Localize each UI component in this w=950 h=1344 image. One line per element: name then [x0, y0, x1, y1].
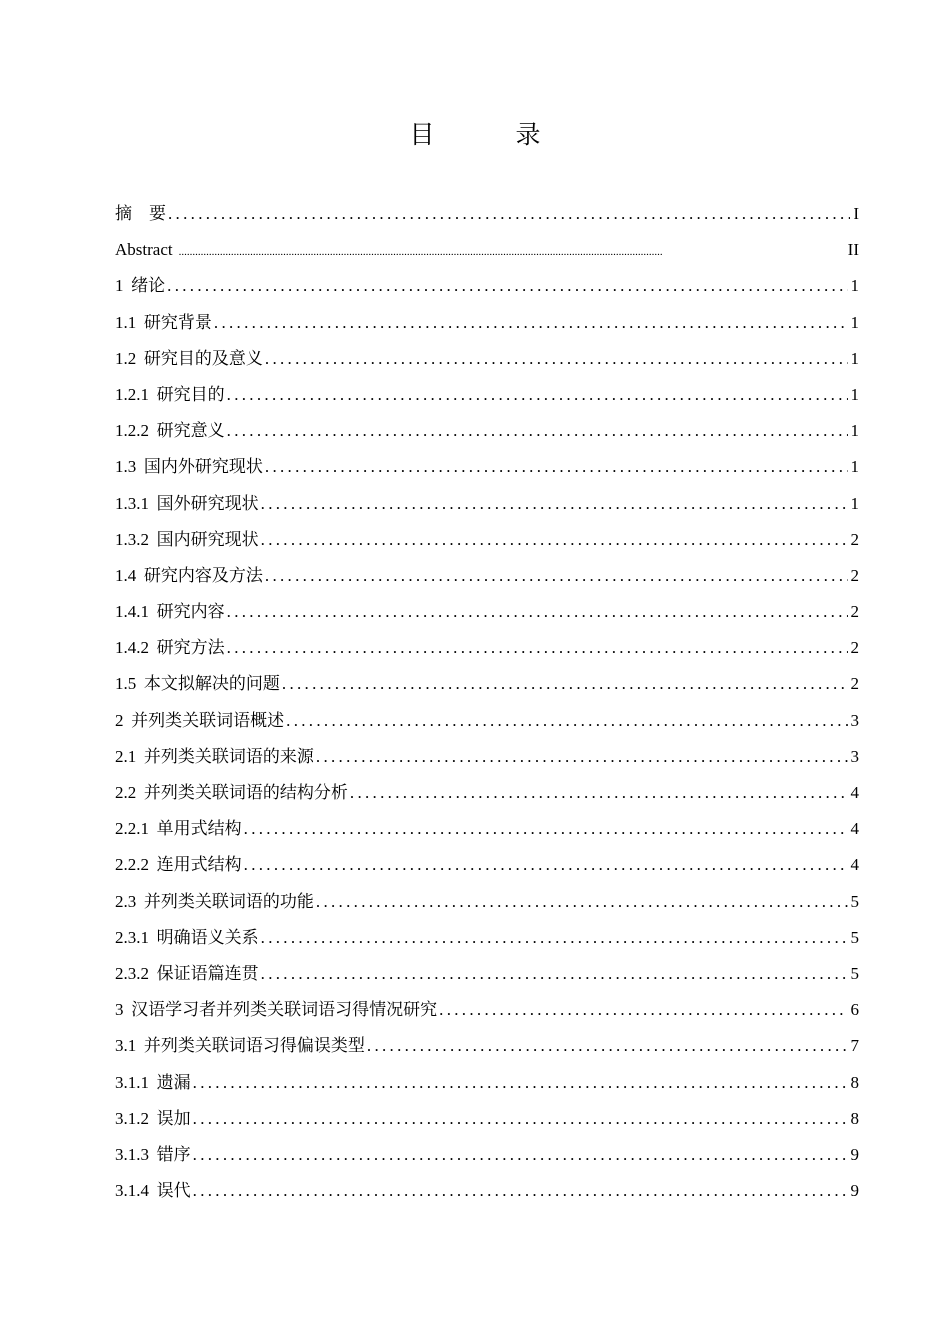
dot-leader	[179, 234, 840, 270]
toc-entry-number: 1.4.2	[115, 638, 149, 658]
toc-entry-label: 并列类关联词语概述	[131, 710, 285, 730]
toc-entry-page: 8	[850, 1072, 859, 1092]
toc-entry-page: 5	[850, 927, 859, 947]
dot-leader	[282, 666, 848, 702]
dot-leader	[265, 558, 848, 594]
toc-entry-label: 摘 要	[115, 204, 166, 223]
toc-entry[interactable]	[115, 305, 859, 341]
toc-entry[interactable]	[115, 196, 859, 232]
dot-leader	[265, 341, 848, 377]
toc-entry-number: 3.1.1	[115, 1072, 149, 1092]
toc-entry-number: 2.2.2	[115, 855, 149, 875]
toc-entry-label: 本文拟解决的问题	[143, 674, 280, 694]
dot-leader	[168, 196, 850, 232]
toc-entry-page: 1	[850, 384, 859, 404]
dot-leader	[265, 449, 848, 485]
toc-entry[interactable]	[115, 884, 859, 920]
toc-entry-label: 误代	[156, 1181, 191, 1201]
toc-entry-label: 错序	[156, 1144, 191, 1164]
toc-entry[interactable]	[115, 413, 859, 449]
toc-entry-label: 国外研究现状	[156, 493, 259, 513]
toc-entry-label: 绪论	[131, 276, 166, 296]
toc-entry[interactable]	[115, 811, 859, 847]
toc-entry-number: 1.4.1	[115, 602, 149, 622]
toc-entry-number: 3.1.4	[115, 1181, 149, 1201]
toc-entry-number: 1.2	[115, 348, 137, 368]
toc-entry-number: 1.5	[115, 674, 137, 694]
toc-entry-page: 2	[850, 565, 859, 585]
toc-entry-label: Abstract	[115, 240, 173, 260]
toc-entry-page: 1	[850, 276, 859, 296]
toc-entry[interactable]	[115, 1137, 859, 1173]
toc-entry[interactable]	[115, 268, 859, 304]
toc-entry-number: 1.2.2	[115, 421, 149, 441]
toc-entry-label: 误加	[156, 1108, 191, 1128]
toc-entry-number: 1.3.1	[115, 493, 149, 513]
toc-entry-label: 研究目的及意义	[143, 348, 263, 368]
toc-entry-page: 1	[850, 312, 859, 332]
dot-leader	[350, 775, 848, 811]
dot-leader	[367, 1028, 848, 1064]
toc-entry[interactable]	[115, 449, 859, 485]
dot-leader	[193, 1137, 848, 1173]
toc-entry-page: 1	[850, 421, 859, 441]
toc-entry[interactable]	[115, 594, 859, 630]
dot-leader	[261, 920, 848, 956]
toc-entry-label: 单用式结构	[156, 819, 242, 839]
toc-entry[interactable]	[115, 847, 859, 883]
toc-entry-label: 研究目的	[156, 384, 225, 404]
toc-entry-number: 1.1	[115, 312, 137, 332]
toc-entry-label: 汉语学习者并列类关联词语习得情况研究	[131, 1000, 438, 1020]
toc-entry-page: 2	[850, 529, 859, 549]
toc-entry-page: 4	[850, 783, 859, 802]
toc-entry-label: 国内研究现状	[156, 529, 259, 549]
toc-entry-label: 研究内容及方法	[143, 565, 263, 585]
toc-entry-label: 研究意义	[156, 421, 225, 441]
toc-entry-label: 明确语义关系	[156, 927, 259, 947]
toc-entry-number: 2.1	[115, 746, 137, 766]
toc-entry-page: I	[853, 204, 859, 223]
dot-leader	[227, 413, 848, 449]
dot-leader	[261, 522, 848, 558]
toc-entry-label: 并列类关联词语的功能	[143, 891, 314, 911]
toc-entry[interactable]	[115, 341, 859, 377]
toc-entry[interactable]	[115, 630, 859, 666]
toc-entry[interactable]	[115, 1065, 859, 1101]
toc-entry-number: 2	[115, 710, 124, 730]
toc-entry[interactable]	[115, 377, 859, 413]
toc-entry[interactable]	[115, 1173, 859, 1209]
toc-entry[interactable]	[115, 522, 859, 558]
toc-entry-number: 2.3	[115, 891, 137, 911]
toc-entry-label: 遗漏	[156, 1072, 191, 1092]
dot-leader	[227, 377, 848, 413]
toc-entry-page: 9	[850, 1181, 859, 1201]
toc-entry-number: 3.1.2	[115, 1108, 149, 1128]
toc-entry[interactable]	[115, 486, 859, 522]
toc-entry-number: 1.4	[115, 565, 137, 585]
dot-leader	[193, 1173, 848, 1209]
toc-entry-page: 5	[850, 891, 859, 911]
dot-leader	[227, 594, 848, 630]
toc-entry-number: 2.3.2	[115, 963, 149, 983]
dot-leader	[193, 1101, 848, 1137]
toc-list	[115, 196, 859, 1209]
dot-leader	[214, 305, 848, 341]
toc-entry-page: 7	[850, 1036, 859, 1056]
toc-entry-page: 2	[850, 602, 859, 622]
toc-entry-page: 4	[850, 855, 859, 875]
toc-entry-page: 5	[850, 963, 859, 983]
dot-leader	[286, 703, 847, 739]
toc-entry[interactable]	[115, 232, 859, 268]
toc-entry-label: 国内外研究现状	[143, 457, 263, 477]
toc-entry-page: 2	[850, 638, 859, 658]
dot-leader	[261, 956, 848, 992]
toc-entry-number: 2.2.1	[115, 819, 149, 839]
toc-entry-page: 6	[850, 1000, 859, 1020]
dot-leader	[316, 739, 848, 775]
dot-leader	[316, 884, 848, 920]
toc-entry-number: 1.3	[115, 457, 137, 477]
toc-entry-page: 9	[850, 1144, 859, 1164]
toc-entry-label: 研究内容	[156, 602, 225, 622]
toc-entry[interactable]	[115, 558, 859, 594]
toc-entry[interactable]	[115, 739, 859, 775]
toc-entry-page: 3	[850, 746, 859, 766]
toc-entry[interactable]	[115, 956, 859, 992]
dot-leader	[244, 847, 848, 883]
toc-entry-number: 1	[115, 276, 124, 296]
toc-entry-number: 1.2.1	[115, 384, 149, 404]
toc-entry-page: 4	[850, 819, 859, 839]
toc-entry-label: 并列类关联词语习得偏误类型	[143, 1036, 365, 1056]
toc-entry-page: 3	[850, 710, 859, 730]
toc-entry[interactable]	[115, 992, 859, 1028]
dot-leader	[167, 268, 847, 304]
toc-entry-label: 研究方法	[156, 638, 225, 658]
toc-entry-number: 3.1.3	[115, 1144, 149, 1164]
toc-entry[interactable]	[115, 775, 859, 811]
toc-entry[interactable]	[115, 703, 859, 739]
toc-title: 目 录	[409, 122, 569, 149]
toc-entry[interactable]	[115, 920, 859, 956]
dot-leader	[261, 486, 848, 522]
toc-entry-number: 3	[115, 1000, 124, 1020]
toc-entry-label: 并列类关联词语的来源	[143, 746, 314, 766]
toc-entry[interactable]	[115, 1101, 859, 1137]
toc-entry-page: 1	[850, 457, 859, 477]
toc-entry[interactable]	[115, 1028, 859, 1064]
toc-entry-label: 并列类关联词语的结构分析	[143, 783, 348, 802]
toc-entry-label: 连用式结构	[156, 855, 242, 875]
toc-entry-page: II	[847, 240, 859, 260]
dot-leader	[244, 811, 848, 847]
toc-entry-number: 1.3.2	[115, 529, 149, 549]
toc-entry-page: 1	[850, 493, 859, 513]
toc-entry-number: 3.1	[115, 1036, 137, 1056]
toc-entry-number: 2.2	[115, 783, 137, 802]
toc-entry-page: 2	[850, 674, 859, 694]
toc-entry-page: 1	[850, 348, 859, 368]
dot-leader	[193, 1065, 848, 1101]
toc-entry-label: 研究背景	[143, 312, 212, 332]
toc-entry-page: 8	[850, 1108, 859, 1128]
dot-leader	[227, 630, 848, 666]
toc-entry-number: 2.3.1	[115, 927, 149, 947]
dot-leader	[439, 992, 847, 1028]
toc-entry-label: 保证语篇连贯	[156, 963, 259, 983]
toc-entry[interactable]	[115, 666, 859, 702]
